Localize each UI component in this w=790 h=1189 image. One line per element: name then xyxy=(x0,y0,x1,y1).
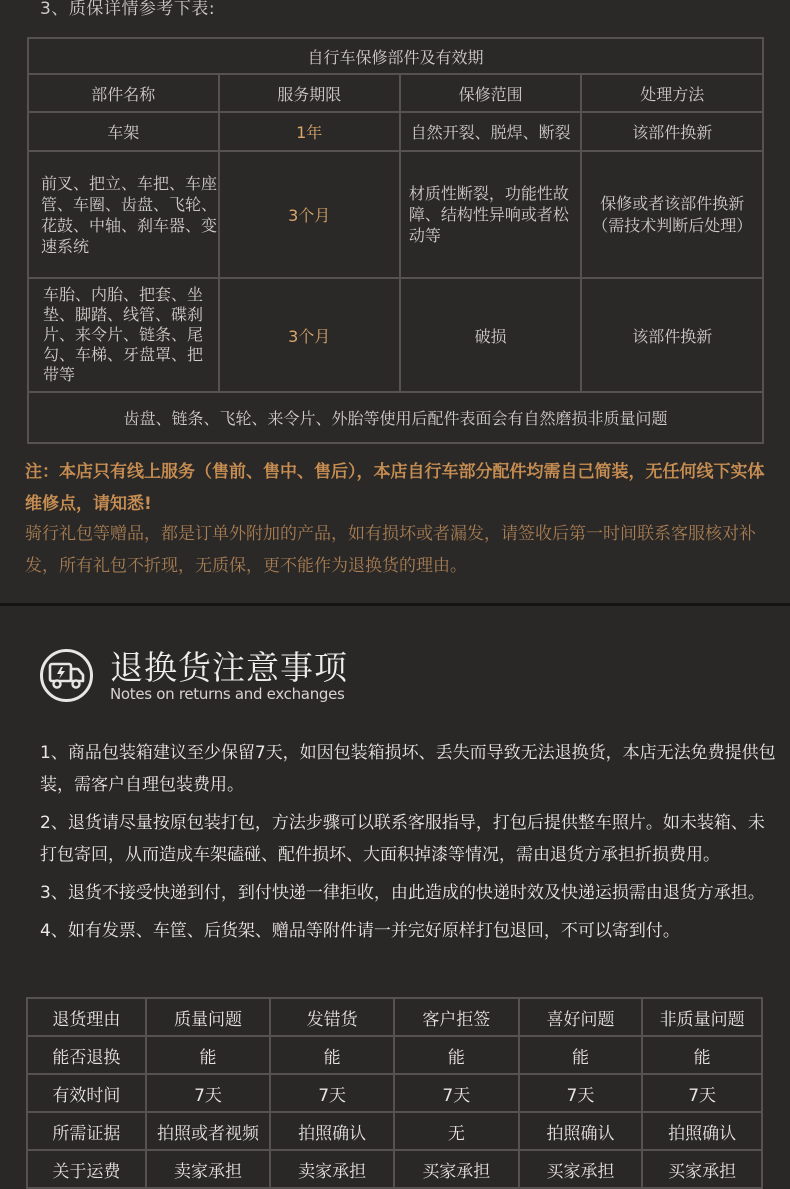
header-scope: 保修范围 xyxy=(400,74,582,112)
returns-table xyxy=(26,997,763,1189)
note-item: 4、如有发票、车筐、后货架、赠品等附件请一并完好原样打包退回，不可以寄到付。 xyxy=(40,921,680,941)
table-cell: 7天 xyxy=(642,1074,762,1112)
note-item: 2、退货请尽量按原包装打包，方法步骤可以联系客服指导，打包后提供整车照片。如未装箱、未打包寄回，从而造成车架磕碰、配件损坏、大面积掉漆等情况，需由退货方承担折损费用。 xyxy=(40,813,765,865)
table-cell: 能 xyxy=(146,1036,271,1074)
warranty-heading: 3、质保详情参考下表: xyxy=(40,0,216,19)
table-cell: 7天 xyxy=(270,1074,394,1112)
header-cell: 客户拒签 xyxy=(394,998,519,1036)
warranty-table-title: 自行车保修部件及有效期 xyxy=(28,38,763,74)
header-cell: 发错货 xyxy=(270,998,394,1036)
table-cell: 拍照确认 xyxy=(642,1112,762,1150)
warranty-table xyxy=(27,37,764,444)
table-cell: 买家承担 xyxy=(394,1150,519,1188)
table-row xyxy=(27,1112,762,1150)
table-row xyxy=(27,1074,762,1112)
table-cell: 7天 xyxy=(519,1074,643,1112)
header-method: 处理方法 xyxy=(581,74,763,112)
table-cell: 卖家承担 xyxy=(146,1150,271,1188)
row2-parts: 前叉、把立、车把、车座管、车圈、齿盘、飞轮、花鼓、中轴、刹车器、变速系统 xyxy=(28,151,219,278)
table-cell: 能 xyxy=(642,1036,762,1074)
row2-period: 3个月 xyxy=(219,151,400,278)
row2-scope: 材质性断裂，功能性故障、结构性异响或者松动等 xyxy=(400,151,582,278)
table-cell: 拍照确认 xyxy=(270,1112,394,1150)
table-cell: 拍照确认 xyxy=(519,1112,643,1150)
table-cell: 卖家承担 xyxy=(270,1150,394,1188)
table-cell: 拍照或者视频 xyxy=(146,1112,271,1150)
returns-notes xyxy=(40,737,780,953)
header-cell: 质量问题 xyxy=(146,998,271,1036)
table-cell: 7天 xyxy=(394,1074,519,1112)
table-cell: 能 xyxy=(270,1036,394,1074)
row2-method: 保修或者该部件换新（需技术判断后处理） xyxy=(581,151,763,278)
table-row xyxy=(27,1150,762,1188)
note-item: 3、退货不接受快递到付，到付快递一律拒收，由此造成的快递时效及快递运损需由退货方承担。 xyxy=(40,883,765,903)
header-cell: 喜好问题 xyxy=(519,998,643,1036)
row3-method: 该部件换新 xyxy=(581,278,763,392)
row3-scope: 破损 xyxy=(400,278,582,392)
returns-table-header xyxy=(27,998,762,1036)
table-cell: 所需证据 xyxy=(27,1112,146,1150)
table-cell: 无 xyxy=(394,1112,519,1150)
header-cell: 非质量问题 xyxy=(642,998,762,1036)
table-cell: 7天 xyxy=(146,1074,271,1112)
warranty-footnote: 齿盘、链条、飞轮、来令片、外胎等使用后配件表面会有自然磨损非质量问题 xyxy=(28,392,763,443)
table-cell: 能否退换 xyxy=(27,1036,146,1074)
delivery-truck-icon xyxy=(40,649,93,702)
row3-period: 3个月 xyxy=(219,278,400,392)
row3-parts: 车胎、内胎、把套、坐垫、脚踏、线管、碟刹片、来令片、链条、尾勾、车梯、牙盘罩、把带等 xyxy=(28,278,219,392)
table-cell: 买家承担 xyxy=(519,1150,643,1188)
table-cell: 能 xyxy=(394,1036,519,1074)
row1-parts: 车架 xyxy=(28,112,219,151)
table-cell: 有效时间 xyxy=(27,1074,146,1112)
table-row xyxy=(27,1036,762,1074)
header-cell: 退货理由 xyxy=(27,998,146,1036)
table-cell: 关于运费 xyxy=(27,1150,146,1188)
table-cell: 能 xyxy=(519,1036,643,1074)
row1-period: 1年 xyxy=(219,112,400,151)
row1-method: 该部件换新 xyxy=(581,112,763,151)
gift-remark: 骑行礼包等赠品，都是订单外附加的产品，如有损坏或者漏发，请签收后第一时间联系客服核对补发，所有礼包不折现，无质保，更不能作为退换货的理由。 xyxy=(25,524,756,576)
returns-subtitle: Notes on returns and exchanges xyxy=(110,685,345,703)
header-parts: 部件名称 xyxy=(28,74,219,112)
service-remark: 注：本店只有线上服务（售前、售中、售后），本店自行车部分配件均需自己简装，无任何线下实体维修点，请知悉! xyxy=(25,462,765,514)
note-item: 1、商品包装箱建议至少保留7天，如因包装箱损坏、丢失而导致无法退换货，本店无法免费提供包装，需客户自理包装费用。 xyxy=(40,743,776,795)
row1-scope: 自然开裂、脱焊、断裂 xyxy=(400,112,582,151)
table-cell: 买家承担 xyxy=(642,1150,762,1188)
returns-title: 退换货注意事项 xyxy=(110,648,348,687)
header-period: 服务期限 xyxy=(219,74,400,112)
